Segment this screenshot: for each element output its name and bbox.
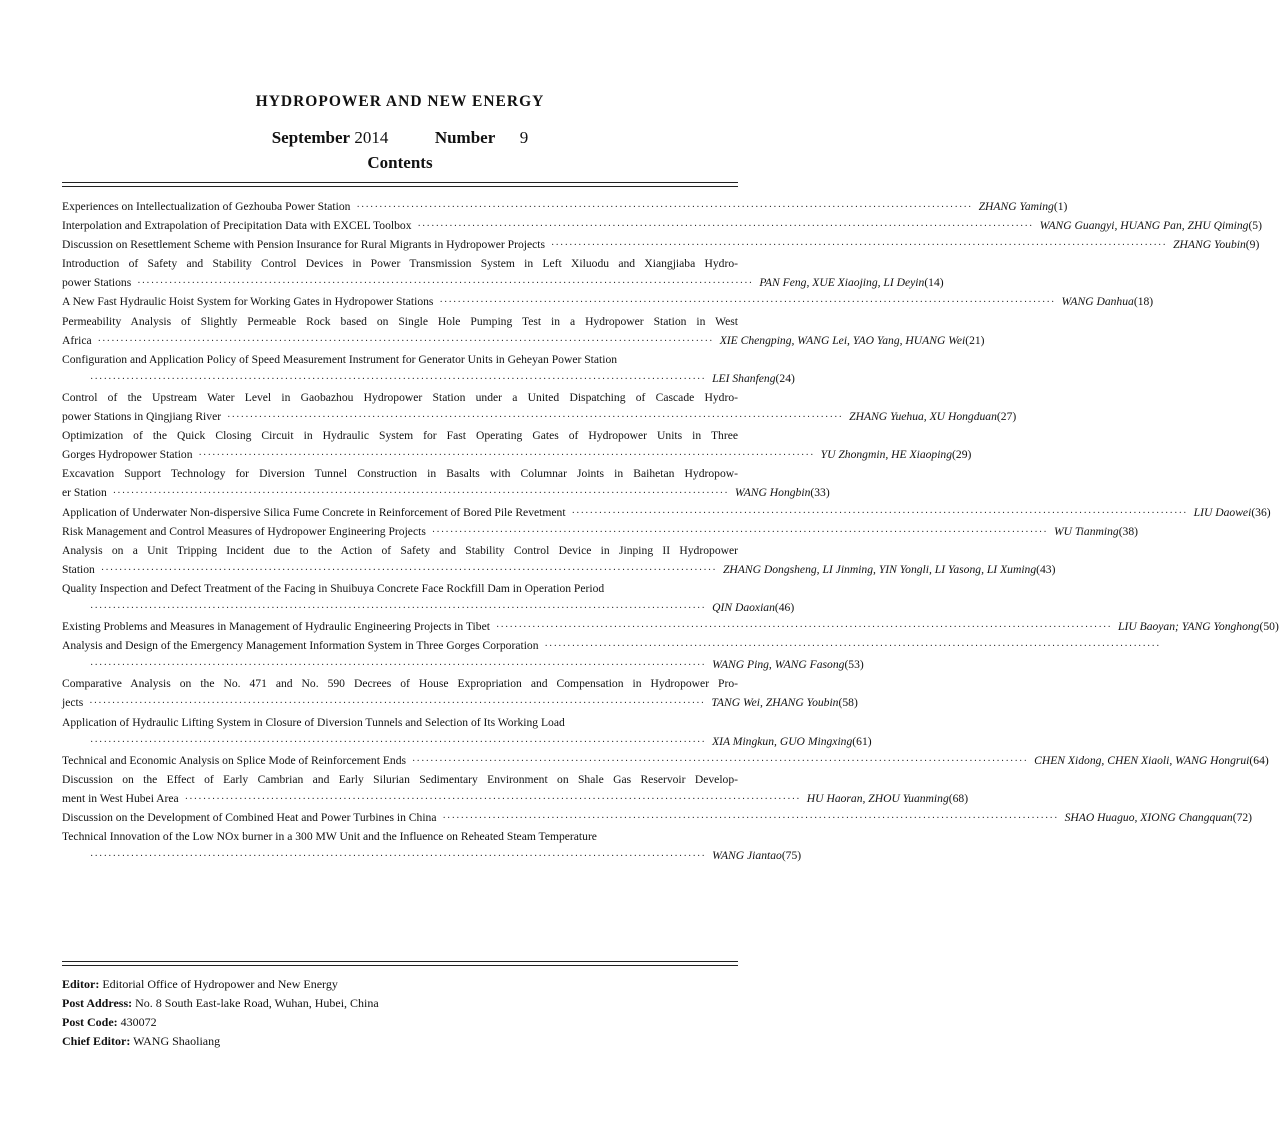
toc-page: (9) [1245, 238, 1260, 252]
issue-number-value: 9 [519, 128, 529, 147]
toc-page: (29) [952, 448, 972, 462]
leader-dots [199, 446, 815, 465]
toc-title: Discussion on Resettlement Scheme with Pension Insurance for Rural Migrants in Hydropower Projects [62, 238, 545, 252]
issue-month: September [271, 128, 351, 147]
toc-entry [62, 312, 985, 350]
toc-entry [62, 541, 1056, 579]
editor-label: Editor: [62, 977, 100, 991]
toc-authors: TANG Wei, ZHANG Youbin [711, 696, 839, 710]
footer-info [62, 975, 738, 1051]
leader-dots [185, 790, 801, 809]
chief-editor-label: Chief Editor: [62, 1034, 131, 1048]
chief-editor-value: WANG Shaoliang [133, 1034, 221, 1048]
toc-authors: WANG Ping, WANG Fasong [712, 658, 845, 672]
toc-authors: LIU Baoyan; YANG Yonghong [1118, 620, 1260, 634]
toc-title: er Station [62, 486, 107, 500]
toc-page: (46) [774, 600, 795, 614]
editor-line [62, 975, 738, 994]
toc-title-line: Optimization of the Quick Closing Circuit in Hydraulic System for Fast Operating Gates of Hydropower Units in Three [62, 429, 738, 443]
postcode-value: 430072 [120, 1015, 157, 1029]
contents-heading: Contents [367, 153, 433, 172]
toc-authors: ZHANG Dongsheng, LI Jinming, YIN Yongli, LI Yasong, LI Xuming [722, 562, 1037, 576]
toc-title: Interpolation and Extrapolation of Precipitation Data with EXCEL Toolbox [62, 219, 412, 233]
editor-value: Editorial Office of Hydropower and New Energy [102, 977, 338, 991]
toc-authors: XIE Chengping, WANG Lei, YAO Yang, HUANG Wei [719, 333, 966, 347]
table-of-contents [62, 197, 1279, 865]
leader-dots [101, 561, 717, 580]
toc-page: (38) [1118, 524, 1139, 538]
toc-authors: ZHANG Youbin [1173, 238, 1246, 252]
toc-entry [62, 674, 858, 712]
toc-title-line: Excavation Support Technology for Diversion Tunnel Construction in Basalts with Columnar Joints in Baihetan Hydropow- [62, 467, 738, 481]
toc-authors: WANG Hongbin [734, 486, 811, 500]
toc-entry [62, 751, 1269, 770]
toc-page: (68) [948, 791, 969, 805]
toc-title: Discussion on the Development of Combined Heat and Power Turbines in China [62, 811, 437, 824]
toc-authors: WANG Guangyi, HUANG Pan, ZHU Qiming [1039, 219, 1249, 233]
toc-title-line: Comparative Analysis on the No. 471 and No. 590 Decrees of House Expropriation and Compensation in Hydropower Pro- [62, 677, 738, 691]
leader-dots [496, 618, 1112, 637]
toc-title: Gorges Hydropower Station [62, 448, 193, 462]
leader-dots [90, 733, 706, 752]
toc-title: Analysis and Design of the Emergency Management Information System in Three Gorges Corporation [62, 639, 539, 653]
toc-authors: CHEN Xidong, CHEN Xiaoli, WANG Hongrui [1034, 753, 1250, 767]
toc-authors: WU Tianming [1053, 524, 1119, 538]
toc-page: (64) [1249, 753, 1269, 767]
leader-dots [227, 408, 843, 427]
leader-dots [432, 523, 1048, 542]
toc-title-line: Analysis on a Unit Tripping Incident due to the Action of Safety and Stability Control Device in Jinping II Hydropower [62, 543, 738, 557]
toc-title: A New Fast Hydraulic Hoist System for Working Gates in Hydropower Stations [62, 295, 434, 309]
leader-dots [90, 656, 706, 675]
toc-page: (27) [996, 410, 1017, 424]
toc-title: Station [62, 562, 95, 576]
toc-entry [62, 464, 830, 502]
toc-entry [62, 713, 872, 751]
toc-title-line: Introduction of Safety and Stability Control Devices in Power Transmission System in Left Xiluodu and Xiangjiaba Hydro- [62, 257, 738, 271]
leader-dots [89, 694, 705, 713]
toc-title: jects [62, 696, 84, 710]
postcode-line [62, 1013, 738, 1032]
toc-entry [62, 522, 1139, 541]
toc-page: (43) [1036, 562, 1056, 576]
issue-number-label: Number [434, 128, 496, 147]
toc-entry [62, 808, 1253, 827]
leader-dots [137, 274, 753, 293]
toc-title: Technical Innovation of the Low NOx burner in a 300 MW Unit and the Influence on Reheated Steam Temperature [62, 830, 597, 844]
toc-page: (58) [838, 696, 858, 710]
issue-year: 2014 [354, 128, 389, 147]
toc-title: Africa [62, 333, 92, 347]
toc-title-line: Discussion on the Effect of Early Cambrian and Early Silurian Sedimentary Environment on Shale Gas Reservoir Develop- [62, 772, 738, 786]
toc-entry [62, 388, 1017, 426]
leader-dots [113, 484, 729, 503]
toc-entry [62, 216, 1262, 235]
toc-entry [62, 636, 864, 674]
toc-entry [62, 235, 1260, 254]
toc-authors: WANG Danhua [1061, 295, 1134, 309]
toc-authors: YU Zhongmin, HE Xiaoping [820, 448, 953, 462]
leader-dots [90, 370, 706, 389]
leader-dots [551, 236, 1167, 255]
toc-page: (21) [965, 333, 985, 347]
toc-title: Application of Underwater Non-dispersive Silica Fume Concrete in Reinforcement of Bored Pile Revetment [62, 505, 566, 519]
toc-authors: WANG Jiantao [712, 849, 782, 863]
toc-title: power Stations in Qingjiang River [62, 410, 222, 424]
address-value: No. 8 South East-lake Road, Wuhan, Hubei, China [135, 996, 379, 1010]
toc-entry [62, 426, 972, 464]
toc-page: (53) [844, 658, 864, 672]
toc-authors: LIU Daowei [1193, 505, 1252, 519]
toc-page: (5) [1248, 219, 1262, 233]
toc-entry [62, 503, 1271, 522]
leader-dots [439, 293, 1055, 312]
toc-page: (33) [810, 486, 830, 500]
toc-page: (24) [775, 371, 795, 385]
toc-entry [62, 617, 1279, 636]
leader-dots [572, 504, 1188, 523]
toc-entry [62, 197, 1068, 216]
toc-page: (61) [852, 734, 872, 748]
issue-line [0, 128, 800, 148]
toc-title: Technical and Economic Analysis on Splice Mode of Reinforcement Ends [62, 753, 407, 767]
bottom-double-rule [62, 961, 738, 966]
toc-authors: XIA Mingkun, GUO Mingxing [712, 734, 853, 748]
toc-page: (1) [1053, 200, 1068, 213]
toc-authors: PAN Feng, XUE Xiaojing, LI Deyin [759, 276, 925, 290]
toc-authors: QIN Daoxian [712, 600, 775, 614]
toc-title-line: Control of the Upstream Water Level in Gaobazhou Hydropower Station under a United Dispatching of Cascade Hydro- [62, 390, 738, 404]
toc-page: (14) [924, 276, 944, 290]
toc-authors: LEI Shanfeng [712, 371, 776, 385]
toc-authors: HU Haoran, ZHOU Yuanming [806, 791, 949, 805]
postcode-label: Post Code: [62, 1015, 118, 1029]
address-label: Post Address: [62, 996, 133, 1010]
toc-page: (18) [1133, 295, 1154, 309]
leader-dots [90, 599, 706, 618]
toc-authors: ZHANG Yuehua, XU Hongduan [849, 410, 997, 424]
toc-page: (36) [1251, 505, 1271, 519]
toc-entry [62, 292, 1154, 311]
leader-dots [443, 809, 1059, 828]
toc-title: Experiences on Intellectualization of Gezhouba Power Station [62, 200, 351, 213]
toc-entry [62, 579, 795, 617]
leader-dots [412, 752, 1028, 771]
toc-title-line: Permeability Analysis of Slightly Permeable Rock based on Single Hole Pumping Test in a Hydropower Station in West [62, 314, 738, 328]
toc-title: power Stations [62, 276, 132, 290]
leader-dots [418, 217, 1034, 236]
toc-title: ment in West Hubei Area [62, 791, 179, 805]
leader-dots [356, 198, 972, 217]
toc-entry [62, 254, 944, 292]
toc-authors: ZHANG Yaming [978, 200, 1054, 213]
toc-page: (50) [1259, 620, 1279, 634]
toc-page: (75) [781, 849, 802, 863]
toc-title: Quality Inspection and Defect Treatment of the Facing in Shuibuya Concrete Face Rockfill Dam in Operation Period [62, 581, 605, 595]
leader-dots [545, 637, 1161, 656]
top-double-rule [62, 182, 738, 187]
toc-entry [62, 770, 969, 808]
toc-title: Configuration and Application Policy of Speed Measurement Instrument for Generator Units in Geheyan Power Station [62, 352, 618, 366]
address-line [62, 994, 738, 1013]
toc-page: (72) [1232, 811, 1253, 824]
toc-title: Application of Hydraulic Lifting System in Closure of Diversion Tunnels and Selection of Its Working Load [62, 715, 565, 729]
chief-editor-line [62, 1032, 738, 1051]
leader-dots [98, 332, 714, 351]
toc-authors: SHAO Huaguo, XIONG Changquan [1064, 811, 1233, 824]
toc-title: Existing Problems and Measures in Management of Hydraulic Engineering Projects in Tibet [62, 620, 490, 634]
toc-entry [62, 827, 802, 865]
leader-dots [90, 847, 706, 866]
journal-title: HYDROPOWER AND NEW ENERGY [255, 93, 545, 110]
toc-title: Risk Management and Control Measures of Hydropower Engineering Projects [62, 524, 426, 538]
toc-entry [62, 350, 795, 388]
